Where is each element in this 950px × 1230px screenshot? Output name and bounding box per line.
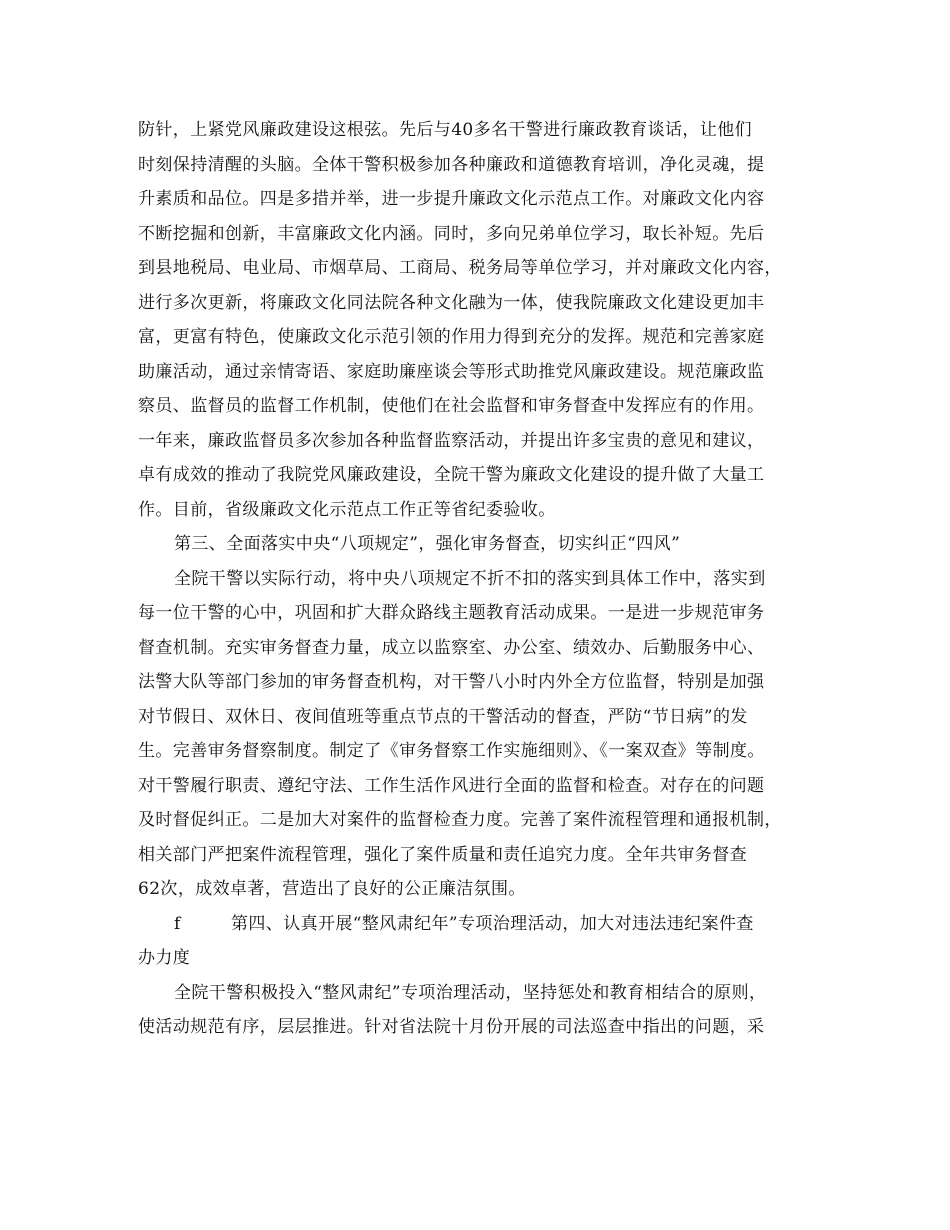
section-heading-continued: 办力度 <box>138 948 191 968</box>
stray-marker: f <box>174 913 181 934</box>
text-line: 时刻保持清醒的头脑。全体干警积极参加各种廉政和道德教育培训，净化灵魂，提 <box>138 154 765 175</box>
text-line: 作。目前，省级廉政文化示范点工作正等省纪委验收。 <box>138 499 556 520</box>
text-line: 进行多次更新，将廉政文化同法院各种文化融为一体，使我院廉政文化建设更加丰 <box>138 292 765 313</box>
text-line: 升素质和品位。四是多措并举，进一步提升廉政文化示范点工作。对廉政文化内容 <box>138 189 765 209</box>
text-line: 助廉活动，通过亲情寄语、家庭助廉座谈会等形式助推党风廉政建设。规范廉政监 <box>138 361 765 382</box>
text-line: 不断挖掘和创新，丰富廉政文化内涵。同时，多向兄弟单位学习，取长补短。先后 <box>138 223 765 244</box>
text-line: 全院干警积极投入“整风肃纪”专项治理活动，坚持惩处和教育相结合的原则， <box>174 982 767 1003</box>
text-line: 使活动规范有序，层层推进。针对省法院十月份开展的司法巡查中指出的问题，采 <box>138 1017 765 1037</box>
text-line: 对节假日、双休日、夜间值班等重点节点的干警活动的督查，严防“节日病”的发 <box>138 706 748 727</box>
text-line: 到县地税局、电业局、市烟草局、工商局、税务局等单位学习，并对廉政文化内容， <box>138 258 782 278</box>
text-line: 全院干警以实际行动，将中央八项规定不折不扣的落实到具体工作中，落实到 <box>174 568 766 589</box>
text-line: 对干警履行职责、遵纪守法、工作生活作风进行全面的监督和检查。对存在的问题 <box>138 775 765 796</box>
text-line: 富，更富有特色，使廉政文化示范引领的作用力得到充分的发挥。规范和完善家庭 <box>138 327 765 347</box>
text-line: 每一位干警的心中，巩固和扩大群众路线主题教育活动成果。一是进一步规范审务 <box>138 603 765 623</box>
section-heading: 第三、全面落实中央“八项规定”，强化审务督查，切实纠正“四风” <box>174 534 681 554</box>
text-line: 62次，成效卓著，营造出了良好的公正廉洁氛围。 <box>138 879 526 899</box>
text-line: 生。完善审务督察制度。制定了《审务督察工作实施细则》、《一案双查》等制度。 <box>138 741 765 761</box>
text-line: 及时督促纠正。二是加大对案件的监督检查力度。完善了案件流程管理和通报机制， <box>138 810 782 830</box>
section-heading-line <box>138 907 818 942</box>
text-line: 卓有成效的推动了我院党风廉政建设，全院干警为廉政文化建设的提升做了大量工 <box>138 465 765 485</box>
section-heading: 第四、认真开展“整风肃纪年”专项治理活动，加大对违法违纪案件查 <box>231 913 754 934</box>
text-line: 督查机制。充实审务督查力量，成立以监察室、办公室、绩效办、后勤服务中心、 <box>138 637 765 658</box>
document-body <box>138 113 818 1045</box>
text-line: 法警大队等部门参加的审务督查机构，对干警八小时内外全方位监督，特别是加强 <box>138 672 765 692</box>
text-line: 相关部门严把案件流程管理，强化了案件质量和责任追究力度。全年共审务督查 <box>138 844 747 865</box>
text-line: 防针，上紧党风廉政建设这根弦。先后与40多名干警进行廉政教育谈话，让他们 <box>138 120 753 140</box>
text-line: 一年来，廉政监督员多次参加各种监督监察活动，并提出许多宝贵的意见和建议， <box>138 430 765 451</box>
text-line: 察员、监督员的监督工作机制，使他们在社会监督和审务督查中发挥应有的作用。 <box>138 396 765 416</box>
